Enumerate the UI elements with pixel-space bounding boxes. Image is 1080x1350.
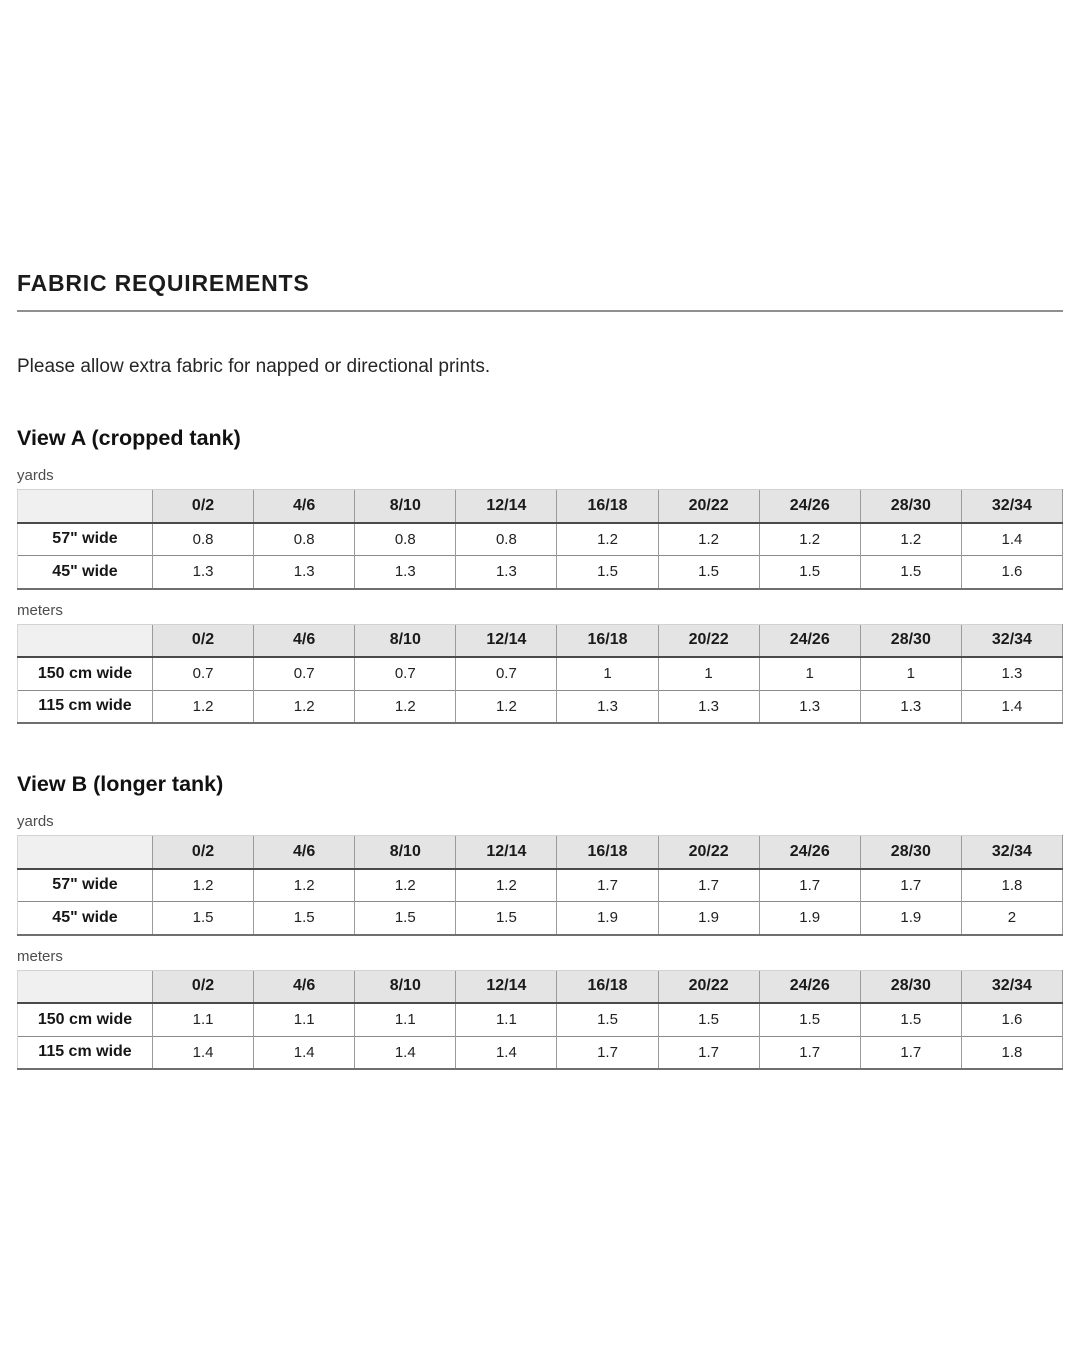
title-divider — [17, 310, 1063, 312]
yardage-value-cell: 0.7 — [153, 657, 254, 690]
yardage-value-cell: 1.4 — [456, 1036, 557, 1069]
size-header-cell: 20/22 — [658, 836, 759, 869]
yardage-value-cell: 1.2 — [254, 690, 355, 723]
corner-cell — [18, 624, 153, 657]
yardage-value-cell: 1.2 — [254, 869, 355, 902]
yardage-value-cell: 1 — [759, 657, 860, 690]
size-header-cell: 0/2 — [153, 490, 254, 523]
yardage-value-cell: 1.2 — [860, 523, 961, 556]
size-header-cell: 8/10 — [355, 970, 456, 1003]
yardage-value-cell: 1.2 — [456, 690, 557, 723]
yardage-value-cell: 1.2 — [759, 523, 860, 556]
size-header-cell: 24/26 — [759, 970, 860, 1003]
yardage-value-cell: 1 — [557, 657, 658, 690]
fabric-row — [18, 902, 1063, 935]
size-header-cell: 0/2 — [153, 970, 254, 1003]
yardage-value-cell: 2 — [961, 902, 1062, 935]
yardage-value-cell: 1.5 — [355, 902, 456, 935]
fabric-row — [18, 657, 1063, 690]
width-label-cell: 115 cm wide — [18, 1036, 153, 1069]
yardage-value-cell: 1.5 — [658, 1003, 759, 1036]
section-view-a — [17, 425, 1063, 724]
section-view-b — [17, 771, 1063, 1070]
page-title: FABRIC REQUIREMENTS — [17, 270, 310, 296]
yardage-value-cell: 1.9 — [557, 902, 658, 935]
yardage-value-cell: 1.4 — [355, 1036, 456, 1069]
view-a-heading: View A (cropped tank) — [17, 426, 241, 450]
unit-label-yards: yards — [17, 813, 54, 830]
yardage-value-cell: 1.7 — [557, 869, 658, 902]
size-header-cell: 4/6 — [254, 624, 355, 657]
yardage-value-cell: 1.3 — [355, 556, 456, 589]
size-header-cell: 28/30 — [860, 490, 961, 523]
yardage-value-cell: 1.8 — [961, 869, 1062, 902]
yardage-value-cell: 1.7 — [759, 1036, 860, 1069]
yardage-value-cell: 0.8 — [355, 523, 456, 556]
fabric-row — [18, 523, 1063, 556]
yardage-value-cell: 0.8 — [254, 523, 355, 556]
width-label-cell: 150 cm wide — [18, 657, 153, 690]
yardage-value-cell: 1.3 — [961, 657, 1062, 690]
fabric-row — [18, 556, 1063, 589]
yardage-value-cell: 1.5 — [759, 556, 860, 589]
yardage-value-cell: 1.5 — [456, 902, 557, 935]
width-label-cell: 57" wide — [18, 523, 153, 556]
yardage-value-cell: 1.5 — [153, 902, 254, 935]
size-header-cell: 28/30 — [860, 836, 961, 869]
yardage-value-cell: 1.2 — [456, 869, 557, 902]
yardage-value-cell: 1.2 — [153, 869, 254, 902]
size-header-cell: 32/34 — [961, 624, 1062, 657]
size-header-cell: 24/26 — [759, 490, 860, 523]
size-header-cell: 12/14 — [456, 836, 557, 869]
yardage-value-cell: 0.8 — [153, 523, 254, 556]
yardage-value-cell: 1.2 — [153, 690, 254, 723]
yardage-value-cell: 1.9 — [658, 902, 759, 935]
yardage-value-cell: 1.7 — [658, 1036, 759, 1069]
size-header-cell: 8/10 — [355, 490, 456, 523]
yardage-value-cell: 1.3 — [759, 690, 860, 723]
yardage-value-cell: 1.7 — [557, 1036, 658, 1069]
width-label-cell: 45" wide — [18, 902, 153, 935]
size-header-cell: 0/2 — [153, 836, 254, 869]
size-header-cell: 20/22 — [658, 490, 759, 523]
size-header-row — [18, 836, 1063, 869]
size-header-cell: 16/18 — [557, 836, 658, 869]
fabric-row — [18, 869, 1063, 902]
size-header-row — [18, 490, 1063, 523]
size-header-cell: 28/30 — [860, 970, 961, 1003]
fabric-table-view-b-yards — [17, 835, 1063, 936]
fabric-table-view-a-yards — [17, 489, 1063, 590]
size-header-cell: 16/18 — [557, 624, 658, 657]
yardage-value-cell: 1.9 — [759, 902, 860, 935]
yardage-value-cell: 1.5 — [860, 1003, 961, 1036]
size-header-cell: 12/14 — [456, 970, 557, 1003]
yardage-value-cell: 1 — [860, 657, 961, 690]
unit-label-yards: yards — [17, 467, 54, 484]
yardage-value-cell: 1.5 — [860, 556, 961, 589]
yardage-value-cell: 1.3 — [658, 690, 759, 723]
yardage-value-cell: 1.8 — [961, 1036, 1062, 1069]
yardage-value-cell: 1 — [658, 657, 759, 690]
size-header-cell: 8/10 — [355, 624, 456, 657]
yardage-value-cell: 1.5 — [557, 1003, 658, 1036]
yardage-value-cell: 1.2 — [658, 523, 759, 556]
size-header-cell: 32/34 — [961, 836, 1062, 869]
size-header-cell: 32/34 — [961, 490, 1062, 523]
corner-cell — [18, 490, 153, 523]
size-header-cell: 16/18 — [557, 490, 658, 523]
yardage-value-cell: 1.1 — [355, 1003, 456, 1036]
unit-label-meters: meters — [17, 947, 63, 965]
yardage-value-cell: 1.1 — [153, 1003, 254, 1036]
size-header-cell: 0/2 — [153, 624, 254, 657]
yardage-value-cell: 1.7 — [860, 1036, 961, 1069]
fabric-table-view-a-meters — [17, 624, 1063, 725]
yardage-value-cell: 1.5 — [254, 902, 355, 935]
size-header-cell: 8/10 — [355, 836, 456, 869]
yardage-value-cell: 1.5 — [759, 1003, 860, 1036]
yardage-value-cell: 1.3 — [153, 556, 254, 589]
fabric-row — [18, 690, 1063, 723]
yardage-value-cell: 0.7 — [456, 657, 557, 690]
yardage-value-cell: 1.2 — [355, 690, 456, 723]
size-header-cell: 12/14 — [456, 490, 557, 523]
yardage-value-cell: 0.7 — [254, 657, 355, 690]
view-b-heading: View B (longer tank) — [17, 772, 224, 796]
yardage-value-cell: 0.8 — [456, 523, 557, 556]
yardage-value-cell: 1.2 — [557, 523, 658, 556]
size-header-cell: 16/18 — [557, 970, 658, 1003]
width-label-cell: 150 cm wide — [18, 1003, 153, 1036]
yardage-value-cell: 1.3 — [557, 690, 658, 723]
fabric-row — [18, 1003, 1063, 1036]
yardage-value-cell: 1.3 — [456, 556, 557, 589]
size-header-cell: 4/6 — [254, 836, 355, 869]
corner-cell — [18, 836, 153, 869]
yardage-value-cell: 1.5 — [658, 556, 759, 589]
width-label-cell: 115 cm wide — [18, 690, 153, 723]
size-header-cell: 20/22 — [658, 624, 759, 657]
fabric-row — [18, 1036, 1063, 1069]
yardage-value-cell: 1.2 — [355, 869, 456, 902]
corner-cell — [18, 970, 153, 1003]
yardage-value-cell: 1.1 — [456, 1003, 557, 1036]
yardage-value-cell: 1.4 — [961, 690, 1062, 723]
yardage-value-cell: 1.9 — [860, 902, 961, 935]
unit-label-meters: meters — [17, 601, 63, 619]
yardage-value-cell: 1.7 — [658, 869, 759, 902]
width-label-cell: 57" wide — [18, 869, 153, 902]
size-header-row — [18, 970, 1063, 1003]
size-header-cell: 4/6 — [254, 970, 355, 1003]
yardage-value-cell: 1.7 — [759, 869, 860, 902]
yardage-value-cell: 0.7 — [355, 657, 456, 690]
size-header-cell: 32/34 — [961, 970, 1062, 1003]
size-header-cell: 20/22 — [658, 970, 759, 1003]
yardage-value-cell: 1.3 — [860, 690, 961, 723]
size-header-cell: 24/26 — [759, 836, 860, 869]
yardage-value-cell: 1.6 — [961, 1003, 1062, 1036]
size-header-cell: 24/26 — [759, 624, 860, 657]
yardage-value-cell: 1.5 — [557, 556, 658, 589]
note-text: Please allow extra fabric for napped or directional prints. — [17, 356, 491, 377]
yardage-value-cell: 1.7 — [860, 869, 961, 902]
size-header-cell: 28/30 — [860, 624, 961, 657]
yardage-value-cell: 1.1 — [254, 1003, 355, 1036]
yardage-value-cell: 1.3 — [254, 556, 355, 589]
yardage-value-cell: 1.4 — [961, 523, 1062, 556]
size-header-row — [18, 624, 1063, 657]
yardage-value-cell: 1.6 — [961, 556, 1062, 589]
yardage-value-cell: 1.4 — [254, 1036, 355, 1069]
fabric-table-view-b-meters — [17, 970, 1063, 1071]
width-label-cell: 45" wide — [18, 556, 153, 589]
size-header-cell: 4/6 — [254, 490, 355, 523]
yardage-value-cell: 1.4 — [153, 1036, 254, 1069]
size-header-cell: 12/14 — [456, 624, 557, 657]
